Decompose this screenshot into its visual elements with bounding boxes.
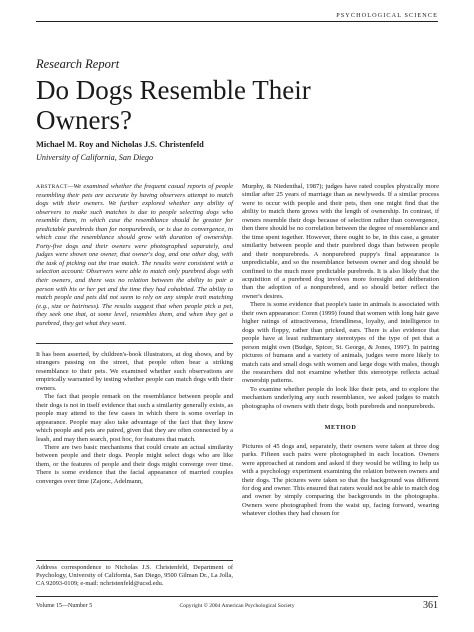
body-paragraph: To examine whether people do look like their pets, and to explore the mechanism underlying any such resemblance, we asked judges to match photographs of owners with their dogs, both purebreds and nonpurebreds. [242, 385, 439, 410]
body-paragraph: There are two basic mechanisms that could create an actual similarity between people and their dogs. People might select dogs who are like them, or the features of people and their dogs might converge over time. There is some evidence that the facial appearance of married couples converges over time (Zajonc, Adelmann, [36, 443, 233, 485]
author-list: Michael M. Roy and Nicholas J.S. Christenfeld [36, 140, 204, 149]
section-spacer [242, 411, 439, 419]
left-column [36, 351, 233, 486]
abstract-label: ABSTRACT [36, 184, 68, 190]
copyright-notice: Copyright © 2004 American Psychological Society [179, 603, 295, 609]
abstract [36, 183, 233, 328]
section-label: Research Report [36, 57, 120, 71]
body-paragraph: It has been asserted, by children's-book illustrators, at dog shows, and by strangers passing on the street, that people often bear a striking resemblance to their pets. We examined whether such observations are empirically warranted by testing whether people can match dogs with their owners. [36, 351, 233, 392]
body-paragraph: The fact that people remark on the resemblance between people and their dogs is not in itself evidence that such a similarity generally exists, as people may attend to the few cases in which there is some overlap in appearance. People may also take advantage of the fact that they know which people and pets are paired, given that they are often connected by a leash, and may then search, post hoc, for features that match. [36, 393, 233, 443]
article-title: Do Dogs Resemble Their Owners? [36, 75, 311, 135]
footer-rule [36, 596, 438, 597]
page-number: 361 [423, 600, 438, 611]
journal-name: PSYCHOLOGICAL SCIENCE [336, 12, 438, 19]
footnote-rule [36, 560, 233, 561]
method-paragraph: Pictures of 45 dogs and, separately, their owners were taken at three dog parks. Fifteen such pairs were photographed in each location. Owners were approached at random and asked if they would be willing to help us with a psychology experiment examining the relation between owners and their dogs. The pictures were taken so that the background was different for dog and owner. This ensured that raters would not be able to match dog and owner by simply comparing the backgrounds in the photographs. Owners were photographed from the waist up, facing forward, wearing whatever clothes they had chosen for [242, 442, 439, 518]
correspondence-footnote: Address correspondence to Nicholas J.S. Christenfeld, Department of Psychology, University of California, San Diego, 9500 Gilman Dr., La Jolla, CA 92093-0109; e-mail: nchristenfeld@ucsd.edu. [36, 564, 233, 588]
abstract-rule [36, 343, 233, 344]
body-paragraph: Murphy, & Niedenthal, 1987); judges have rated couples physically more similar after 25 years of marriage than as newlyweds. If a similar process were to occur with people and their pets, then one might find that the ability to match them grows with the length of ownership. In contrast, if owners resemble their dogs because of selection rather than convergence, then there should be no correlation between the degree of resemblance and the time spent together. However, there ought to be, in this case, a greater similarity between people and their purebred dogs than between people and their nonpurebreds. A nonpurebred puppy's final appearance is unpredictable, and so the resemblance between owner and dog should be confined to the much more predictable purebreds. It is also likely that the acquisition of a purebred dog involves more foresight and deliberation than the adoption of a nonpurebred, and so should better reflect the owner's desires. [242, 183, 439, 300]
body-paragraph: There is some evidence that people's taste in animals is associated with their own appearance: Coren (1999) found that women with long hair gave higher ratings of attractiveness, friendliness, loyalty, and intelligence to dogs with floppy, rather than pricked, ears. There is also evidence that people have at least rudimentary stereotypes of the type of pet that a person might own (Budge, Spicer, St. George, & Jones, 1997). In pairing pictures of humans and a variety of animals, judges were more likely to match cats and small dogs with women and large dogs with males, though the researchers did not examine whether this stereotype reflects actual ownership patterns. [242, 301, 439, 385]
volume-info: Volume 15—Number 5 [36, 603, 93, 609]
right-column [242, 183, 439, 519]
author-affiliation: University of California, San Diego [36, 153, 154, 162]
abstract-text: —We examined whether the frequent casual reports of people resembling their pets are accurate by having observers attempt to match dogs with their owners. We further explored whether any ability of observers to make such matches is due to people selecting dogs who resemble them, in which case the resemblance should be greater for predictable purebreds than for nonpurebreds, or is due to convergence, in which case the resemblance should grow with duration of ownership. Forty-five dogs and their owners were photographed separately, and judges were shown one owner, that owner's dog, and one other dog, with the task of picking out the true match. The results were consistent with a selection account: Observers were able to match only purebred dogs with their owners, and there was no relation between the ability to pair a person with his or her pet and the time they had cohabited. The ability to match people and pets did not seem to rely on any simple trait matching (e.g., size or hairiness). The results suggest that when people pick a pet, they seek one that, at some level, resembles them, and when they get a purebred, they get what they want. [36, 183, 233, 327]
method-heading: METHOD [324, 424, 357, 432]
header-rule [36, 21, 438, 22]
